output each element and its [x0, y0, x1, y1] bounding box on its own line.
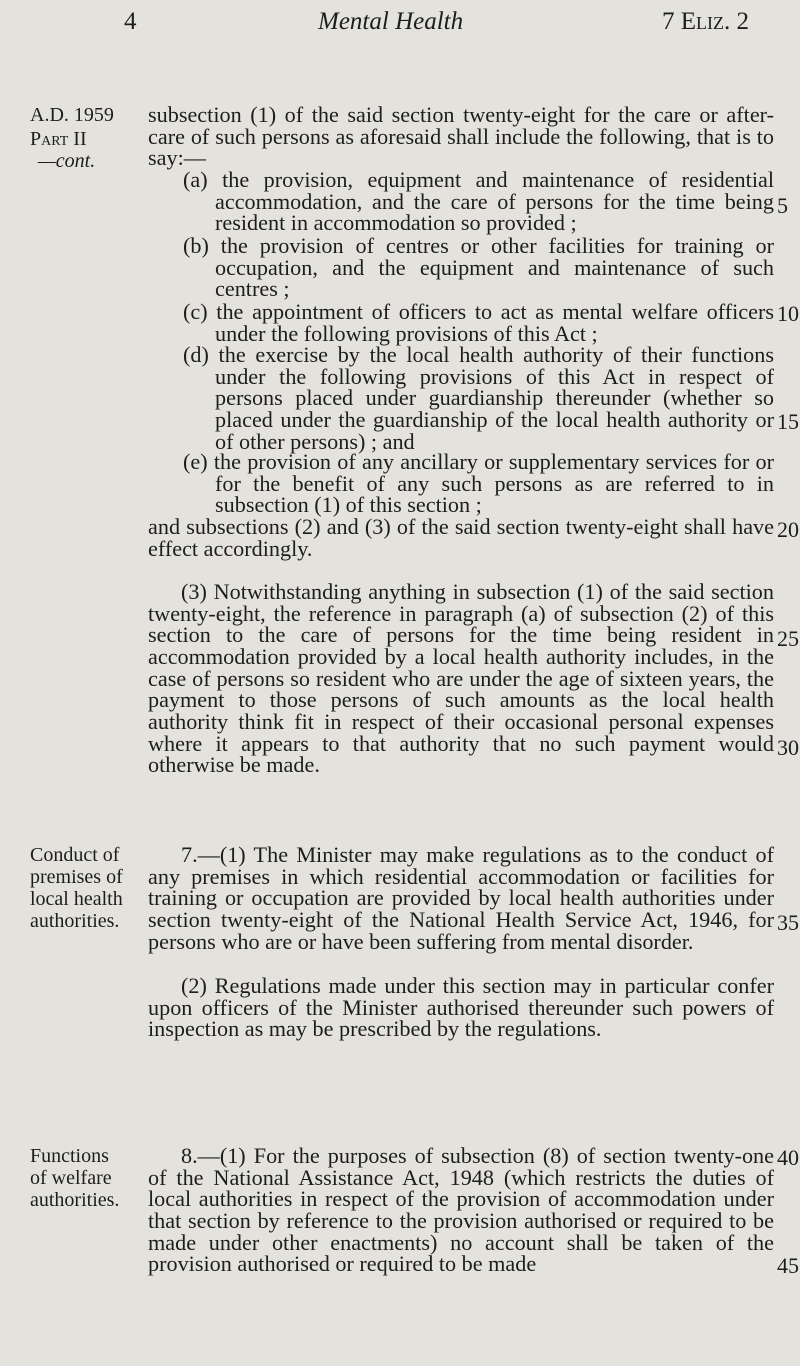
line-number-45: 45	[777, 1253, 799, 1278]
marginal-note-functions: Functions of welfare authorities.	[30, 1145, 120, 1211]
margin-cont: —cont.	[38, 150, 96, 172]
marginal-note-conduct: Conduct of premises of local health authorities.	[30, 844, 123, 932]
line-number-10: 10	[777, 301, 799, 326]
margin-part-label: Part II	[30, 128, 87, 150]
line-number-25: 25	[777, 626, 799, 651]
item-c: (c) the appointment of officers to act as mental welfare officers under the following provisions of this Act ;	[183, 299, 774, 346]
regnal-citation: 7 Eliz. 2	[662, 8, 750, 35]
line-number-30: 30	[777, 735, 799, 760]
line-number-15: 15	[777, 409, 799, 434]
running-head	[0, 6, 800, 46]
closing-paragraph: and subsections (2) and (3) of the said section twenty-eight shall have effect accordingly.	[148, 514, 774, 561]
section-8-1: 8.—(1) For the purposes of subsection (8) of section twenty-one of the National Assistance Act, 1948 (which restricts the duties of local authorities in respect of the provision of accommodation under that section by reference to the provision authorised or required to be made under other enactments) no account shall be taken of the provision authorised or required to be made	[148, 1143, 774, 1277]
item-a: (a) the provision, equipment and maintenance of residential accommodation, and the care of persons for the time being resident in accommodation so provided ;	[183, 167, 774, 236]
line-number-20: 20	[777, 517, 799, 542]
subsection-6-3: (3) Notwithstanding anything in subsection (1) of the said section twenty-eight, the reference in paragraph (a) of subsection (2) of this section to the care of persons for the time being resident in accommodation provided by a local health authority includes, in the case of persons so resident who are under the age of sixteen years, the payment to those persons of such amounts as the local health authority think fit in respect of their occasional personal expenses where it appears to that authority that no such payment would otherwise be made.	[148, 579, 774, 778]
running-title: Mental Health	[318, 8, 464, 35]
item-b: (b) the provision of centres or other facilities for training or occupation, and the equipment and maintenance of such centres ;	[183, 233, 774, 302]
intro-paragraph: subsection (1) of the said section twenty-eight for the care or after-care of such persons as aforesaid shall include the following, that is to say:—	[148, 102, 774, 171]
line-number-35: 35	[777, 910, 799, 935]
item-e: (e) the provision of any ancillary or supplementary services for or for the benefit of any such persons as are referred to in subsection (1) of this section ;	[183, 449, 774, 518]
section-7-1: 7.—(1) The Minister may make regulations as to the conduct of any premises in which residential accommodation or facilities for training or occupation are provided by local health authorities under section twenty-eight of the National Health Service Act, 1946, for persons who are or have been suffering from mental disorder.	[148, 842, 774, 954]
line-number-40: 40	[777, 1145, 799, 1170]
line-number-5: 5	[777, 193, 788, 218]
item-d: (d) the exercise by the local health authority of their functions under the following provisions of this Act in respect of persons placed under guardianship thereunder (whether so placed under the guardianship of the local health authority or of other persons) ; and	[183, 342, 774, 454]
margin-part	[30, 128, 130, 150]
section-7-2: (2) Regulations made under this section may in particular confer upon officers of the Minister authorised thereunder such powers of inspection as may be prescribed by the regulations.	[148, 973, 774, 1042]
margin-year: A.D. 1959	[30, 104, 114, 126]
page-number: 4	[124, 8, 137, 35]
